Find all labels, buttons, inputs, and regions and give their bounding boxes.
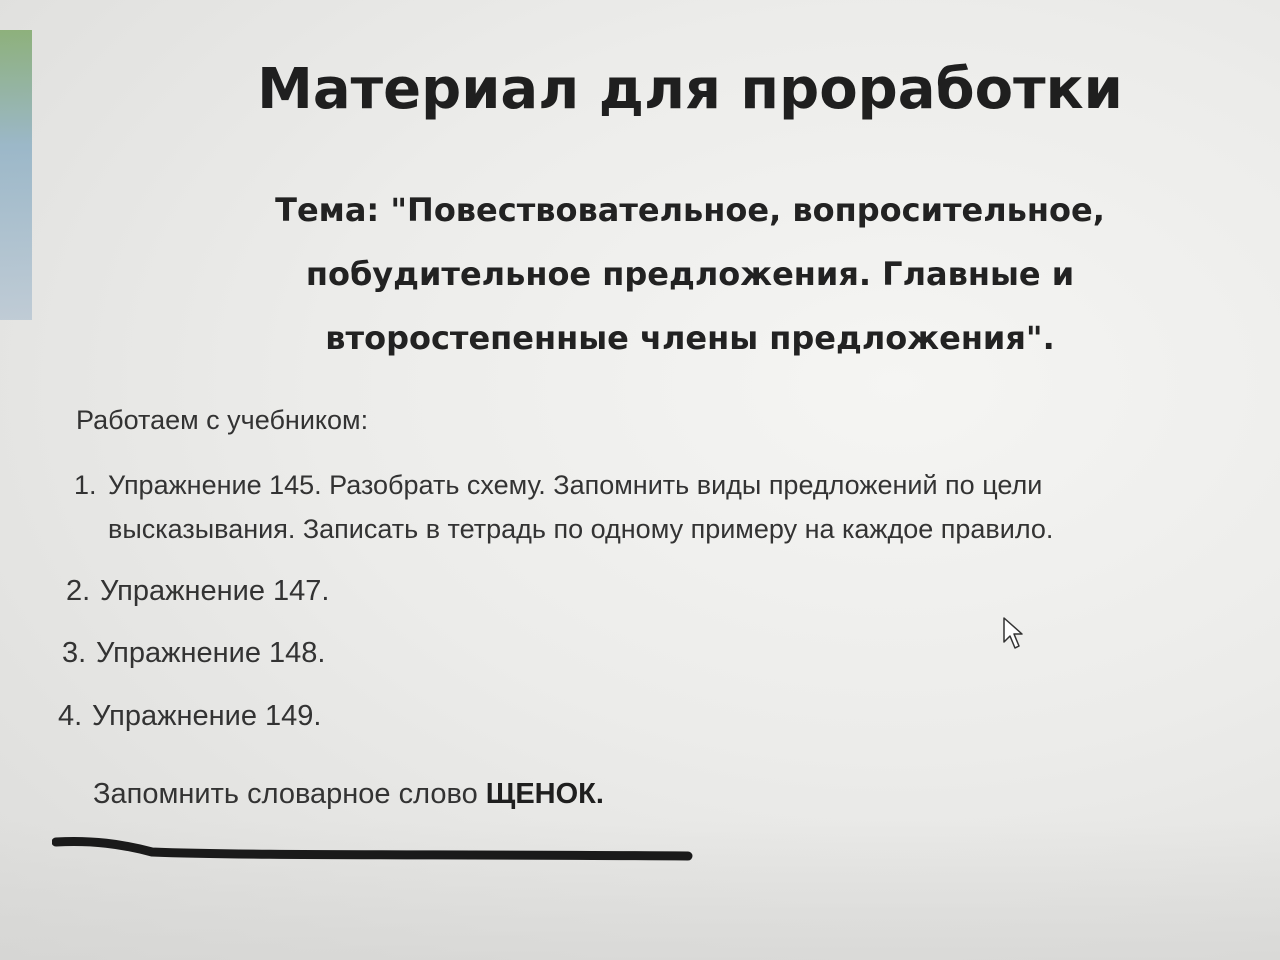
topic-heading — [210, 178, 1170, 370]
list-item-text: Упражнение 148. — [96, 637, 326, 669]
list-item-number: 2. — [66, 575, 91, 607]
list-item — [62, 637, 325, 670]
list-item-line-2: высказывания. Записать в тетрадь по одному примеру на каждое правило. — [108, 514, 1054, 544]
list-item — [58, 700, 321, 733]
vocabulary-word: ЩЕНОК. — [485, 778, 604, 810]
vocabulary-note — [93, 778, 604, 811]
list-item-text: Упражнение 147. — [100, 575, 330, 607]
list-item-text: Упражнение 145. Разобрать схему. Запомнить виды предложений по цели — [108, 470, 1043, 500]
vocabulary-prefix: Запомнить словарное слово — [93, 778, 478, 810]
list-item-text: Упражнение 149. — [92, 700, 322, 732]
list-item-line-1 — [74, 463, 1053, 507]
topic-line-1: Тема: "Повествовательное, вопросительное, — [275, 191, 1105, 229]
list-item — [66, 575, 329, 608]
list-item — [74, 463, 1053, 551]
list-item-number: 3. — [62, 637, 87, 669]
page-title: Материал для проработки — [257, 57, 1123, 122]
topic-line-2: побудительное предложения. Главные и — [305, 255, 1075, 293]
topic-line-3: второстепенные члены предложения". — [325, 319, 1055, 357]
handwritten-underline — [52, 832, 702, 872]
left-edge-strip — [0, 30, 32, 320]
mouse-pointer-icon — [1002, 616, 1028, 652]
list-item-number: 4. — [58, 700, 83, 732]
intro-text: Работаем с учебником: — [76, 405, 369, 435]
list-item-number: 1. — [74, 470, 97, 500]
